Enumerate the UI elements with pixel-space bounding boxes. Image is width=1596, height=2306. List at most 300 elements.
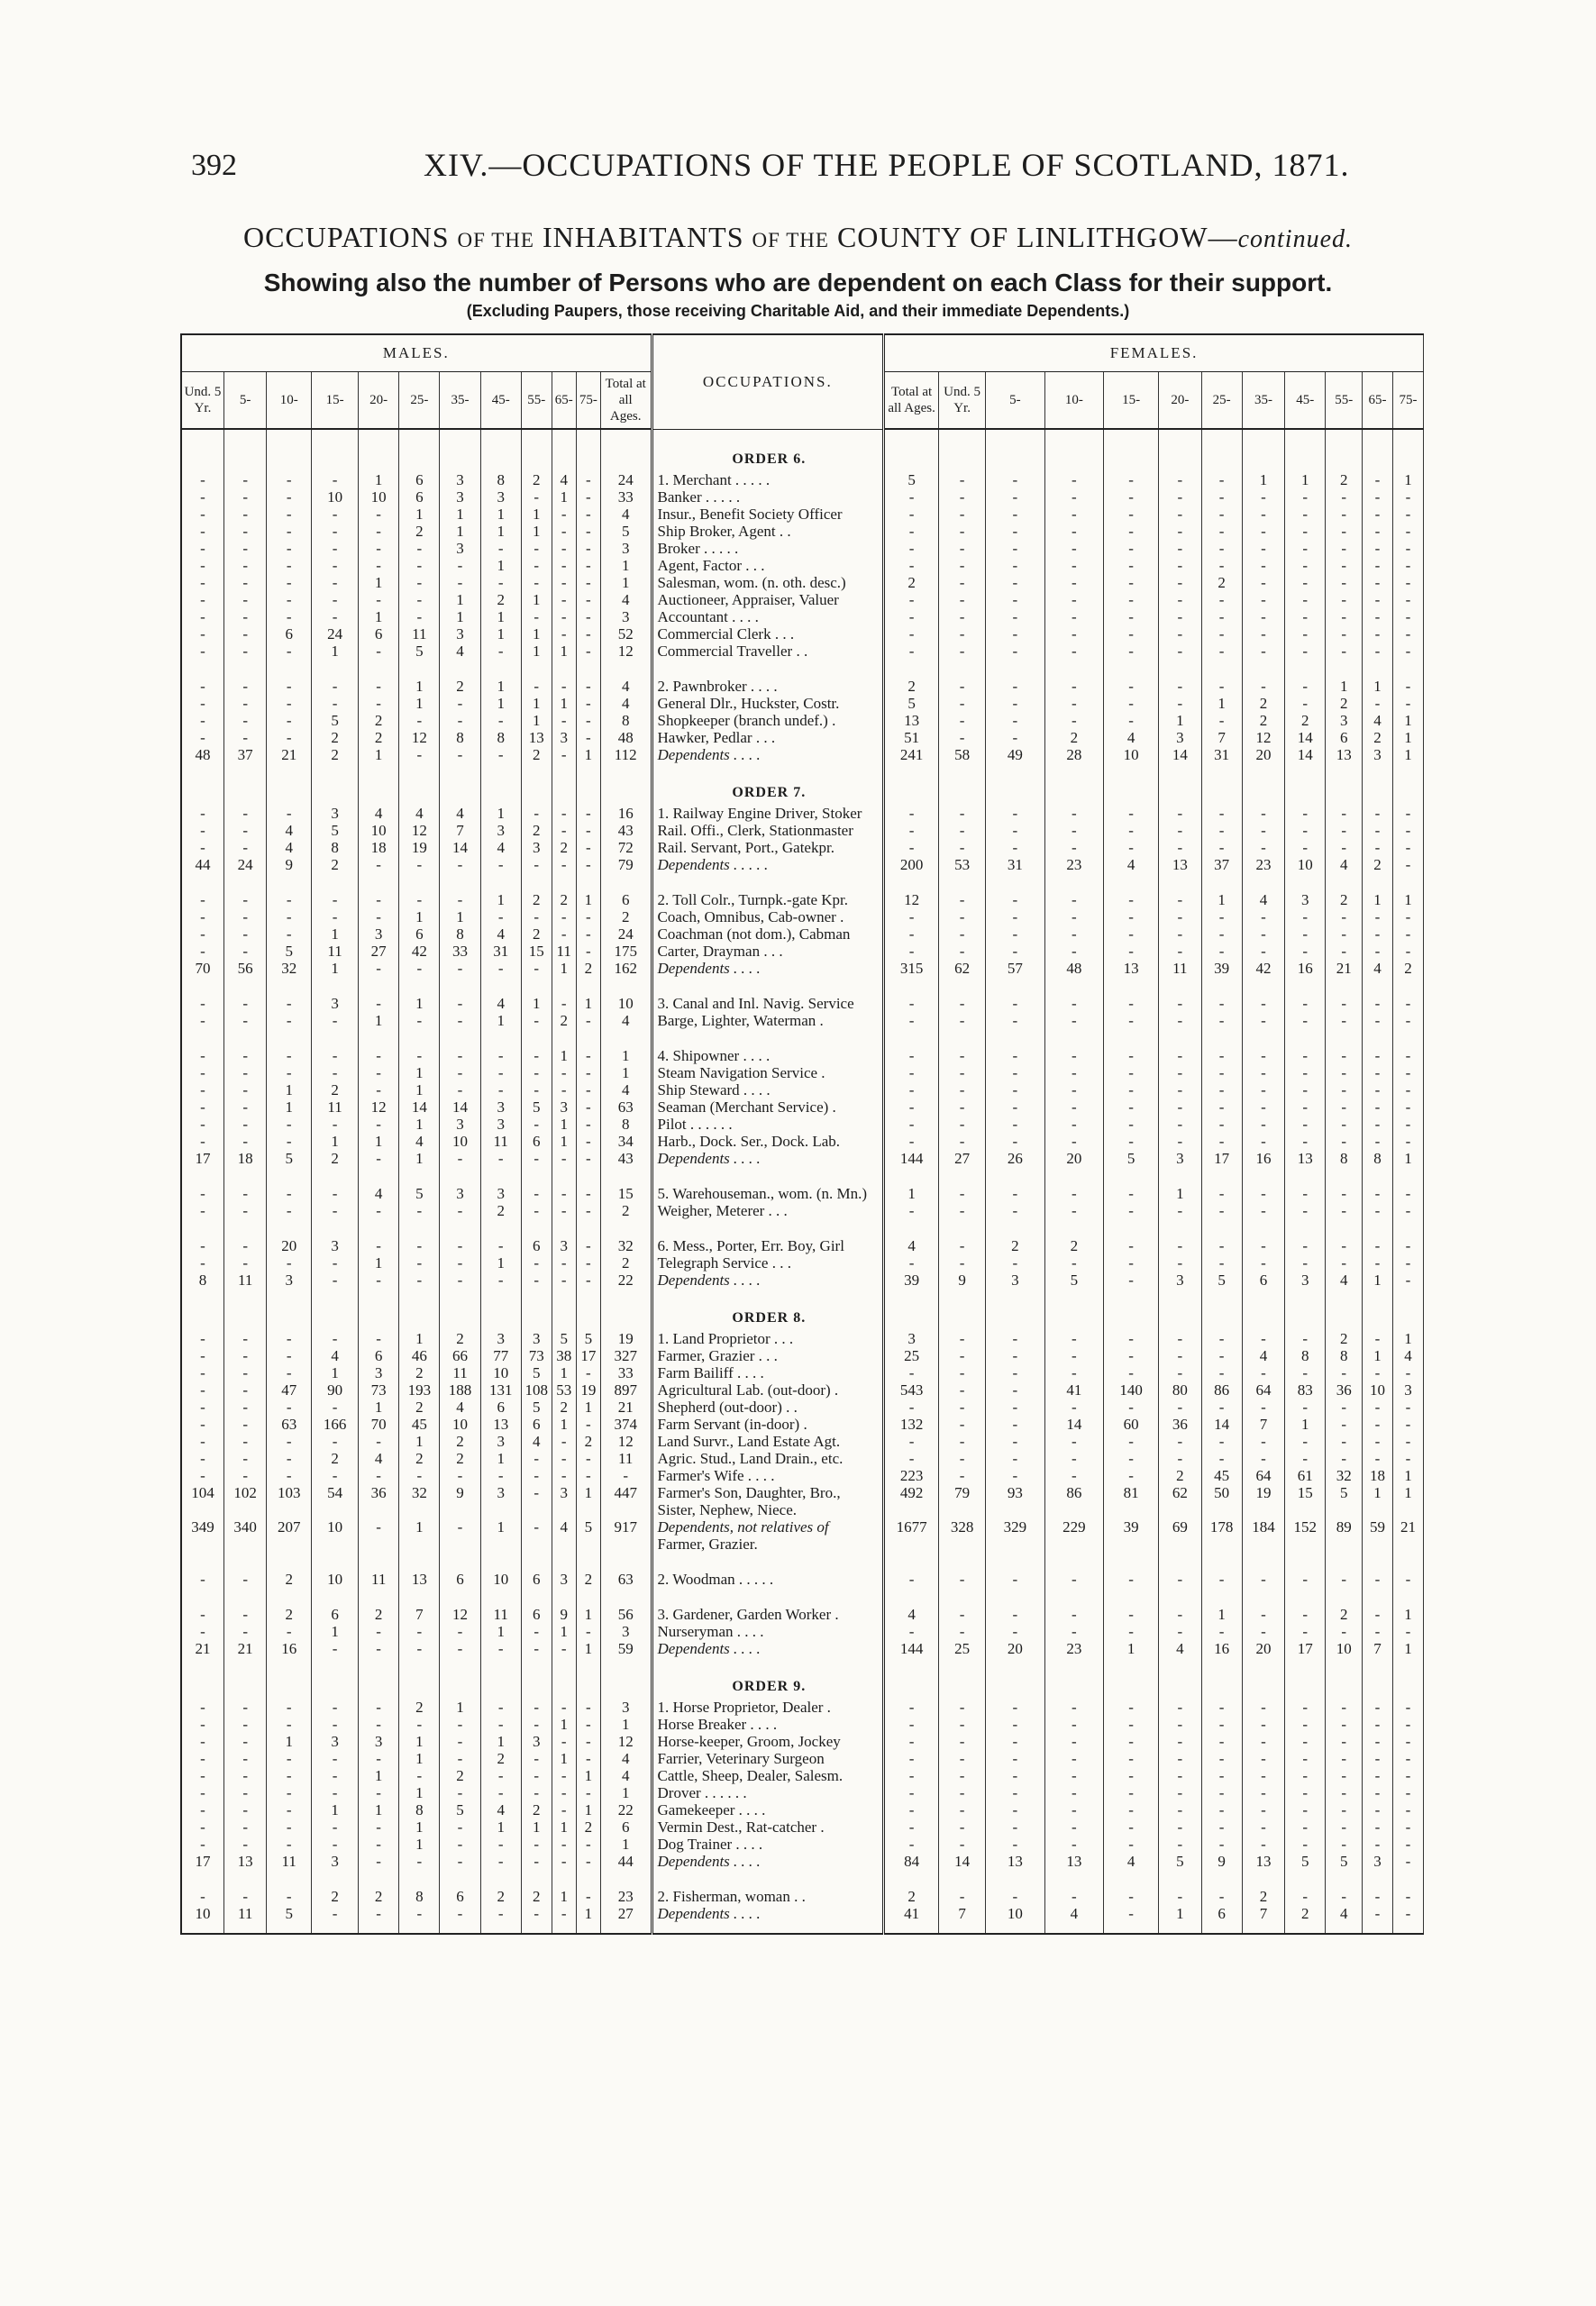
male-count-cell: - — [223, 1733, 266, 1750]
empty-cell — [1104, 660, 1159, 678]
female-count-cell: - — [1159, 1364, 1201, 1381]
female-count-cell: - — [939, 1818, 986, 1836]
female-count-cell: - — [1104, 995, 1159, 1012]
spacer-row — [181, 1219, 1424, 1237]
male-count-cell: - — [440, 1150, 480, 1167]
empty-cell — [1392, 977, 1423, 995]
empty-cell — [1242, 873, 1284, 891]
male-count-cell: - — [181, 1467, 223, 1484]
male-count-cell: - — [181, 608, 223, 625]
male-count-cell: - — [521, 1640, 552, 1657]
female-total-cell: 241 — [884, 746, 939, 763]
occupation-row — [181, 1399, 1424, 1416]
dependents-row — [181, 1271, 1424, 1289]
male-count-cell: 1 — [552, 1364, 576, 1381]
male-count-cell: 3 — [521, 839, 552, 856]
male-count-cell: 1 — [480, 1818, 521, 1836]
female-count-cell: - — [1104, 1433, 1159, 1450]
empty-cell — [181, 977, 223, 995]
male-count-cell: 21 — [267, 746, 312, 763]
female-count-cell: 178 — [1201, 1518, 1242, 1536]
male-count-cell: 47 — [267, 1381, 312, 1399]
empty-cell — [600, 1289, 652, 1330]
female-age-header: 5- — [986, 372, 1045, 430]
male-total-cell: 4 — [600, 1081, 652, 1098]
female-count-cell: - — [1159, 1450, 1201, 1467]
female-total-cell: 492 — [884, 1484, 939, 1501]
female-count-cell: - — [1159, 678, 1201, 695]
male-count-cell: 3 — [480, 1433, 521, 1450]
female-count-cell: - — [1044, 1133, 1104, 1150]
female-count-cell: - — [986, 1347, 1045, 1364]
empty-cell — [1326, 1219, 1363, 1237]
male-count-cell: - — [267, 506, 312, 523]
occupations-table-wrap — [180, 333, 1424, 1935]
female-count-cell: - — [1392, 1733, 1423, 1750]
male-count-cell: - — [223, 1416, 266, 1433]
female-count-cell: 81 — [1104, 1484, 1159, 1501]
male-count-cell: 2 — [521, 471, 552, 488]
female-count-cell: - — [986, 891, 1045, 908]
female-count-cell: - — [939, 1185, 986, 1202]
female-count-cell: - — [1044, 1450, 1104, 1467]
male-count-cell: - — [521, 1905, 552, 1922]
female-count-cell: - — [1363, 1416, 1393, 1433]
female-count-cell: - — [1044, 643, 1104, 660]
male-count-cell: 8 — [480, 729, 521, 746]
occupation-label: 1. Horse Proprietor, Dealer . — [652, 1699, 884, 1716]
male-count-cell: - — [223, 523, 266, 540]
female-count-cell: - — [1104, 1012, 1159, 1029]
female-count-cell: - — [1159, 943, 1201, 960]
female-count-cell: - — [1104, 1081, 1159, 1098]
occupation-label: 3. Canal and Inl. Navig. Service — [652, 995, 884, 1012]
empty-cell — [1104, 763, 1159, 805]
female-count-cell: - — [1104, 1237, 1159, 1254]
male-count-cell: - — [267, 695, 312, 712]
spacer-row — [181, 660, 1424, 678]
male-count-cell: - — [181, 625, 223, 643]
female-count-cell: - — [1044, 488, 1104, 506]
female-count-cell: - — [1044, 1047, 1104, 1064]
empty-cell — [399, 763, 440, 805]
female-count-cell: - — [1285, 1571, 1326, 1588]
female-count-cell: - — [1392, 1784, 1423, 1801]
empty-cell — [312, 1219, 359, 1237]
female-total-cell: 5 — [884, 471, 939, 488]
male-count-cell: 4 — [552, 1518, 576, 1536]
empty-cell — [1392, 1657, 1423, 1699]
female-count-cell: - — [1363, 523, 1393, 540]
female-count-cell: - — [1285, 1081, 1326, 1098]
male-count-cell: 12 — [399, 822, 440, 839]
female-count-cell: - — [1363, 943, 1393, 960]
female-count-cell: - — [1201, 1733, 1242, 1750]
female-count-cell: - — [1201, 506, 1242, 523]
female-count-cell: 79 — [939, 1484, 986, 1501]
female-count-cell: - — [1159, 1733, 1201, 1750]
occupation-label: 2. Pawnbroker . . . . — [652, 678, 884, 695]
female-total-cell: - — [884, 1047, 939, 1064]
female-count-cell: - — [1159, 1801, 1201, 1818]
empty-cell — [312, 1167, 359, 1185]
female-count-cell: - — [1242, 574, 1284, 591]
male-count-cell: - — [181, 488, 223, 506]
female-count-cell: - — [1044, 925, 1104, 943]
female-count-cell: - — [1392, 1433, 1423, 1450]
female-count-cell: - — [1201, 925, 1242, 943]
male-count-cell — [552, 1501, 576, 1518]
male-count-cell: - — [552, 805, 576, 822]
empty-cell — [600, 1588, 652, 1606]
male-count-cell: 1 — [399, 1116, 440, 1133]
female-count-cell: - — [1285, 643, 1326, 660]
female-count-cell: - — [1242, 1767, 1284, 1784]
empty-cell — [1159, 1289, 1201, 1330]
female-count-cell: - — [939, 471, 986, 488]
male-count-cell: 1 — [399, 1150, 440, 1167]
female-count-cell: 5 — [1044, 1271, 1104, 1289]
occupation-label: Agent, Factor . . . — [652, 557, 884, 574]
male-count-cell: - — [312, 891, 359, 908]
female-count-cell: 2 — [1201, 574, 1242, 591]
female-count-cell: - — [1326, 925, 1363, 943]
empty-cell — [1392, 1289, 1423, 1330]
exclusion-note: (Excluding Paupers, those receiving Charitable Aid, and their immediate Dependents.) — [466, 302, 1130, 320]
occupation-label: 3. Gardener, Garden Worker . — [652, 1606, 884, 1623]
female-count-cell: - — [1326, 805, 1363, 822]
male-count-cell — [359, 1501, 399, 1518]
male-total-cell: 175 — [600, 943, 652, 960]
male-count-cell: - — [552, 625, 576, 643]
male-count-cell: - — [480, 1767, 521, 1784]
male-count-cell: 1 — [480, 805, 521, 822]
male-count-cell: 2 — [399, 1364, 440, 1381]
female-count-cell: 16 — [1201, 1640, 1242, 1657]
female-count-cell: - — [1326, 908, 1363, 925]
occupation-row — [181, 1416, 1424, 1433]
male-count-cell: - — [181, 1330, 223, 1347]
female-age-header: 35- — [1242, 372, 1284, 430]
female-total-cell: - — [884, 1784, 939, 1801]
empty-cell — [1201, 977, 1242, 995]
male-count-cell: - — [223, 1433, 266, 1450]
empty-cell — [600, 977, 652, 995]
male-count-cell: 3 — [440, 540, 480, 557]
occupation-row — [181, 506, 1424, 523]
female-count-cell: - — [939, 1047, 986, 1064]
male-count-cell: - — [399, 1254, 440, 1271]
empty-cell — [267, 977, 312, 995]
male-count-cell: 1 — [312, 1623, 359, 1640]
empty-cell — [1363, 1289, 1393, 1330]
female-count-cell: - — [939, 1716, 986, 1733]
female-count-cell: - — [1104, 591, 1159, 608]
female-count-cell: 2 — [1326, 695, 1363, 712]
male-total-cell: 12 — [600, 1733, 652, 1750]
male-count-cell: 1 — [576, 1399, 600, 1416]
female-count-cell: - — [1285, 822, 1326, 839]
female-count-cell: - — [1363, 1733, 1393, 1750]
dependents-row — [181, 1905, 1424, 1922]
female-count-cell: - — [1285, 574, 1326, 591]
empty-cell — [1392, 1553, 1423, 1571]
male-count-cell: 3 — [359, 925, 399, 943]
female-count-cell: - — [986, 540, 1045, 557]
male-count-cell: 16 — [267, 1640, 312, 1657]
male-count-cell: - — [312, 1064, 359, 1081]
empty-cell — [576, 1922, 600, 1934]
female-count-cell: - — [1104, 1271, 1159, 1289]
empty-cell — [1326, 1588, 1363, 1606]
male-count-cell: - — [223, 1330, 266, 1347]
male-count-cell: - — [576, 523, 600, 540]
female-count-cell — [1104, 1501, 1159, 1518]
male-count-cell: - — [312, 1818, 359, 1836]
male-count-cell: - — [552, 540, 576, 557]
female-count-cell: - — [1159, 1433, 1201, 1450]
empty-cell — [359, 1219, 399, 1237]
male-count-cell: 1 — [521, 712, 552, 729]
female-count-cell: - — [1104, 695, 1159, 712]
occupation-label: Barge, Lighter, Waterman . — [652, 1012, 884, 1029]
female-count-cell: - — [1104, 608, 1159, 625]
empty-cell — [267, 1657, 312, 1699]
male-count-cell — [521, 1501, 552, 1518]
occupation-label: Accountant . . . . — [652, 608, 884, 625]
female-count-cell: - — [1201, 1836, 1242, 1853]
male-count-cell: - — [267, 1836, 312, 1853]
female-count-cell: - — [986, 1888, 1045, 1905]
female-count-cell: 1 — [1285, 1416, 1326, 1433]
empty-cell — [884, 977, 939, 995]
male-count-cell: - — [576, 1116, 600, 1133]
female-count-cell: - — [1326, 1733, 1363, 1750]
female-total-cell: - — [884, 1202, 939, 1219]
male-count-cell — [181, 1501, 223, 1518]
empty-cell — [312, 763, 359, 805]
male-count-cell: - — [181, 591, 223, 608]
male-count-cell: 66 — [440, 1347, 480, 1364]
male-total-cell: 3 — [600, 608, 652, 625]
male-count-cell: - — [552, 1801, 576, 1818]
occupation-row — [181, 540, 1424, 557]
empty-cell — [939, 660, 986, 678]
male-count-cell: 12 — [399, 729, 440, 746]
female-total-cell: 315 — [884, 960, 939, 977]
male-count-cell: - — [440, 1640, 480, 1657]
male-count-cell: - — [267, 1047, 312, 1064]
male-count-cell: - — [552, 746, 576, 763]
male-count-cell: 3 — [552, 1098, 576, 1116]
female-count-cell: - — [1201, 1347, 1242, 1364]
female-count-cell: - — [1363, 1047, 1393, 1064]
empty-cell — [312, 1588, 359, 1606]
empty-cell — [1363, 1588, 1393, 1606]
female-total-cell: 1677 — [884, 1518, 939, 1536]
female-count-cell — [1201, 1501, 1242, 1518]
female-count-cell: - — [1104, 1767, 1159, 1784]
female-count-cell: - — [1326, 1254, 1363, 1271]
empty-cell — [359, 1657, 399, 1699]
female-count-cell: 3 — [1326, 712, 1363, 729]
empty-cell — [986, 1029, 1045, 1047]
female-count-cell: - — [986, 1185, 1045, 1202]
occupation-label: Ship Steward . . . . — [652, 1081, 884, 1098]
female-count-cell: 229 — [1044, 1518, 1104, 1536]
female-count-cell: - — [1159, 540, 1201, 557]
male-count-cell: - — [552, 1836, 576, 1853]
female-count-cell: - — [1326, 1784, 1363, 1801]
female-count-cell: - — [986, 1098, 1045, 1116]
male-count-cell: 1 — [480, 506, 521, 523]
female-count-cell: 2 — [1326, 471, 1363, 488]
male-count-cell: - — [576, 1784, 600, 1801]
male-total-cell: 22 — [600, 1801, 652, 1818]
male-count-cell: 10 — [440, 1133, 480, 1150]
male-count-cell: - — [440, 1836, 480, 1853]
empty-cell — [223, 1922, 266, 1934]
empty-cell — [1285, 1029, 1326, 1047]
empty-cell — [652, 873, 884, 891]
female-count-cell: 83 — [1285, 1381, 1326, 1399]
male-count-cell: - — [223, 1571, 266, 1588]
male-count-cell: 10 — [359, 488, 399, 506]
empty-cell — [359, 763, 399, 805]
female-count-cell: 20 — [986, 1640, 1045, 1657]
female-count-cell: - — [1392, 506, 1423, 523]
female-count-cell: - — [1392, 1801, 1423, 1818]
male-count-cell: 1 — [399, 1818, 440, 1836]
male-count-cell: - — [223, 822, 266, 839]
empty-cell — [312, 1870, 359, 1888]
female-count-cell: - — [1104, 1399, 1159, 1416]
empty-cell — [884, 1588, 939, 1606]
male-count-cell: - — [359, 1047, 399, 1064]
female-count-cell: 1 — [1392, 471, 1423, 488]
male-count-cell: 3 — [552, 1237, 576, 1254]
female-count-cell: - — [1044, 1699, 1104, 1716]
male-count-cell: 3 — [440, 1185, 480, 1202]
female-count-cell: - — [1392, 1836, 1423, 1853]
male-count-cell: - — [267, 729, 312, 746]
male-count-cell: - — [312, 1399, 359, 1416]
male-count-cell: 1 — [576, 746, 600, 763]
male-count-cell: 54 — [312, 1484, 359, 1501]
male-count-cell: - — [521, 1081, 552, 1098]
empty-cell — [576, 1588, 600, 1606]
female-count-cell: - — [1044, 1399, 1104, 1416]
female-count-cell: - — [1363, 557, 1393, 574]
female-count-cell: - — [986, 925, 1045, 943]
empty-cell — [1392, 660, 1423, 678]
female-count-cell: 3 — [1392, 1381, 1423, 1399]
female-count-cell: 7 — [1242, 1905, 1284, 1922]
female-count-cell: 26 — [986, 1150, 1045, 1167]
male-count-cell: 1 — [312, 1801, 359, 1818]
female-count-cell: 1 — [1159, 1905, 1201, 1922]
female-total-cell: 144 — [884, 1640, 939, 1657]
order-heading-row — [181, 1289, 1424, 1330]
male-count-cell: 3 — [359, 1364, 399, 1381]
male-count-cell: 5 — [521, 1098, 552, 1116]
male-count-cell: - — [223, 540, 266, 557]
male-total-cell: 59 — [600, 1640, 652, 1657]
female-count-cell: - — [1159, 839, 1201, 856]
female-count-cell: 17 — [1285, 1640, 1326, 1657]
male-count-cell: 8 — [399, 1801, 440, 1818]
female-count-cell: - — [1285, 1733, 1326, 1750]
male-count-cell: 1 — [521, 523, 552, 540]
female-count-cell: - — [1159, 488, 1201, 506]
empty-cell — [1242, 1167, 1284, 1185]
empty-cell — [1326, 763, 1363, 805]
male-count-cell: - — [576, 1081, 600, 1098]
occupation-row — [181, 891, 1424, 908]
male-count-cell: - — [576, 1012, 600, 1029]
male-count-cell: 14 — [440, 1098, 480, 1116]
female-count-cell: - — [1326, 1888, 1363, 1905]
female-count-cell: - — [1363, 1623, 1393, 1640]
female-count-cell: - — [986, 1116, 1045, 1133]
female-count-cell: - — [1326, 1699, 1363, 1716]
subtitle: Showing also the number of Persons who are dependent on each Class for their support. — [263, 269, 1333, 296]
empty-cell — [884, 660, 939, 678]
female-count-cell: - — [1104, 1364, 1159, 1381]
female-count-cell: - — [986, 1381, 1045, 1399]
male-count-cell: - — [267, 1347, 312, 1364]
empty-cell — [1363, 1029, 1393, 1047]
female-total-cell: - — [884, 1750, 939, 1767]
female-count-cell: - — [1201, 557, 1242, 574]
male-count-cell: - — [576, 643, 600, 660]
male-count-cell: - — [521, 1116, 552, 1133]
female-count-cell: - — [1104, 805, 1159, 822]
female-count-cell: - — [1285, 1064, 1326, 1081]
male-count-cell: - — [223, 908, 266, 925]
empty-cell — [576, 1029, 600, 1047]
occupation-row — [181, 1237, 1424, 1254]
female-count-cell: 7 — [1242, 1416, 1284, 1433]
male-count-cell: - — [480, 1853, 521, 1870]
female-count-cell — [986, 1536, 1045, 1553]
male-count-cell: - — [223, 574, 266, 591]
occupation-row — [181, 925, 1424, 943]
female-count-cell — [1104, 1536, 1159, 1553]
male-count-cell: - — [440, 1012, 480, 1029]
empty-cell — [1044, 1922, 1104, 1934]
female-count-cell — [1159, 1536, 1201, 1553]
female-count-cell: 1 — [1326, 678, 1363, 695]
male-count-cell: - — [399, 540, 440, 557]
female-count-cell: - — [986, 1416, 1045, 1433]
empty-cell — [480, 1289, 521, 1330]
empty-cell — [986, 1289, 1045, 1330]
male-count-cell: - — [312, 695, 359, 712]
male-count-cell — [312, 1501, 359, 1518]
male-count-cell: 31 — [480, 943, 521, 960]
empty-cell — [552, 1870, 576, 1888]
female-count-cell — [1326, 1501, 1363, 1518]
empty-cell — [521, 1289, 552, 1330]
female-count-cell: - — [1326, 643, 1363, 660]
female-count-cell: - — [1201, 591, 1242, 608]
female-total-cell: - — [884, 1716, 939, 1733]
male-total-cell — [600, 1501, 652, 1518]
female-count-cell: - — [1104, 822, 1159, 839]
empty-cell — [986, 763, 1045, 805]
male-count-cell: - — [359, 1784, 399, 1801]
